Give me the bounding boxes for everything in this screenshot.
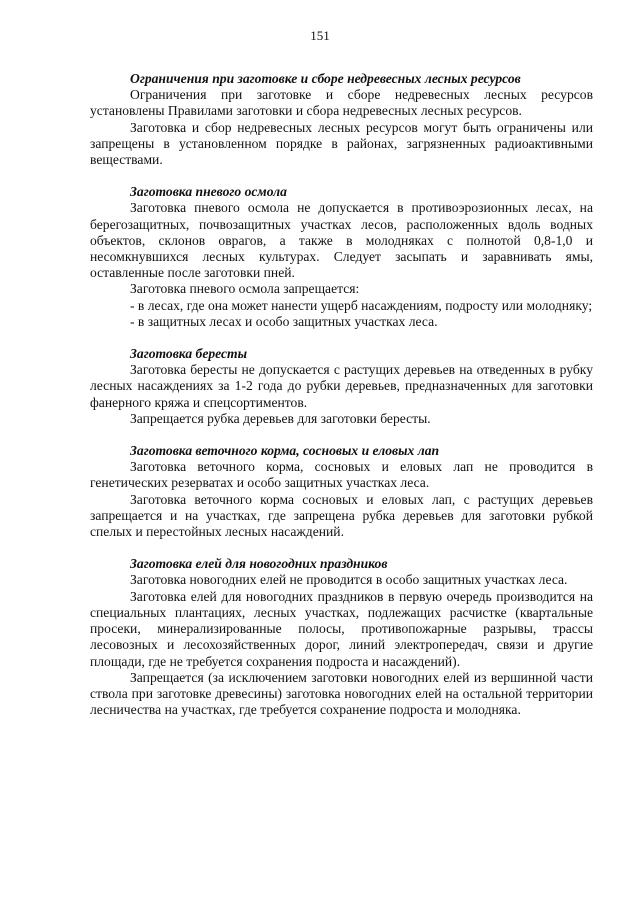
paragraph: Запрещается рубка деревьев для заготовки бересты.: [130, 410, 431, 426]
section-stump-resin: [90, 184, 593, 330]
paragraph: Ограничения при заготовке и сборе недревесных лесных ресурсов установлены Правилами заготовки и сбора недревесных лесных ресурсов.: [90, 87, 593, 119]
paragraph: Заготовка елей для новогодних праздников в первую очередь производится на специальных плантациях, лесных участках, подлежащих расчистке (квартальные просеки, минерализированные полосы, противопожарные разрывы, трассы лесовозных и лесохозяйственных дорог, линий электропередач, связи и другие площади, где не требуется сохранения подроста и насаждений).: [90, 588, 593, 669]
paragraph: Заготовка пневого осмола не допускается в противоэрозионных лесах, на берегозащитных, почвозащитных участках лесов, расположенных вдоль водных объектов, склонов оврагов, а также в молодняках с полнотой 0,8-1,0 и несомкнувшихся лесных культурах. Следует засыпать и заравнивать ямы, оставленные после заготовки пней.: [90, 200, 593, 281]
section-birch-bark: [90, 346, 593, 427]
section-restrictions: [90, 71, 593, 168]
section-branch-fodder: [90, 443, 593, 540]
page-number: 151: [310, 28, 330, 43]
section-title: Ограничения при заготовке и сборе недревесных лесных ресурсов: [130, 71, 521, 86]
list-item: - в лесах, где она может нанести ущерб насаждениям, подросту или молодняку;: [130, 297, 593, 313]
paragraph: Заготовка и сбор недревесных лесных ресурсов могут быть ограничены или запрещены в установленном порядке в районах, загрязненных радиоактивными веществами.: [90, 119, 593, 168]
paragraph: Заготовка веточного корма, сосновых и еловых лап не проводится в генетических резерватах и особо защитных участках леса.: [90, 459, 593, 491]
paragraph: Запрещается (за исключением заготовки новогодних елей из вершинной части ствола при заготовке древесины) заготовка новогодних елей на остальной территории лесничества на участках, где требуется сохранение подроста и молодняка.: [90, 669, 593, 718]
section-new-year-trees: [90, 556, 593, 718]
section-title: Заготовка веточного корма, сосновых и еловых лап: [130, 443, 440, 459]
section-title: Заготовка пневого осмола: [130, 184, 287, 200]
list-item: - в защитных лесах и особо защитных участках леса.: [130, 313, 438, 329]
paragraph: Заготовка новогодних елей не проводится в особо защитных участках леса.: [130, 572, 568, 588]
section-title: Заготовка елей для новогодних праздников: [130, 556, 388, 572]
section-title: Заготовка бересты: [130, 346, 248, 362]
paragraph: Заготовка веточного корма сосновых и еловых лап, с растущих деревьев запрещается и на участках, где запрещена рубка деревьев для заготовки рубкой спелых и перестойных лесных насаждений.: [90, 491, 593, 540]
paragraph: Заготовка пневого осмола запрещается:: [130, 281, 360, 297]
page-content: [90, 71, 593, 734]
paragraph: Заготовка бересты не допускается с растущих деревьев на отведенных в рубку лесных насаждениях за 1-2 года до рубки деревьев, предназначенных для заготовки фанерного кряжа и спецсортиментов.: [90, 362, 593, 410]
